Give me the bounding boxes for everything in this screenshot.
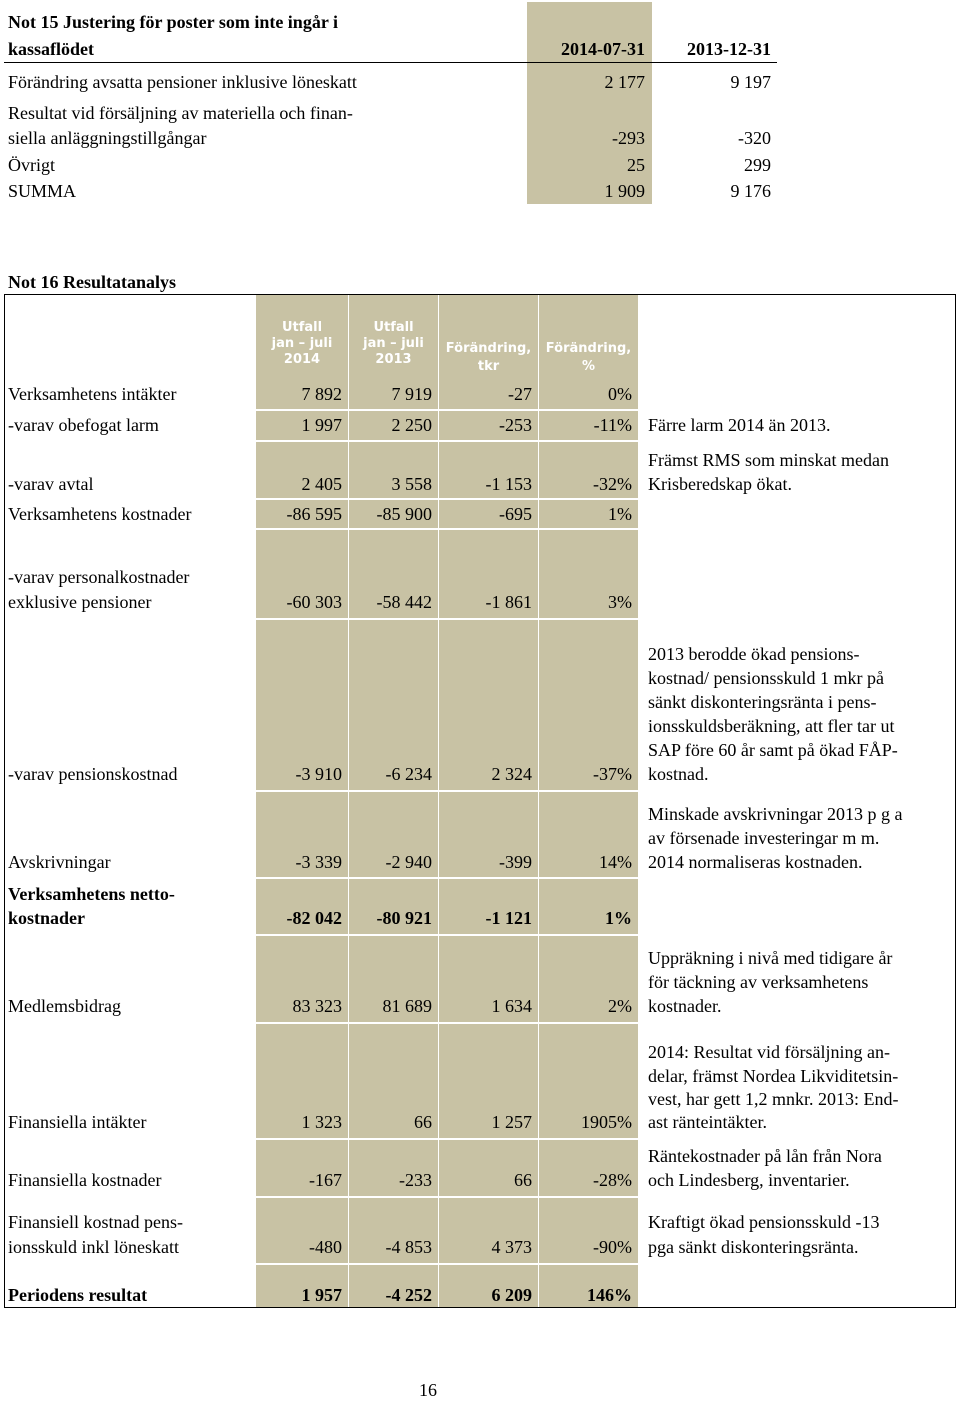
- note15-col1-header: 2014-07-31: [561, 39, 645, 59]
- row-comment: Främst RMS som minskat medan: [648, 450, 890, 470]
- row-label: -varav pensionskostnad: [8, 764, 178, 784]
- header-line: Förändring,: [445, 341, 532, 356]
- row-change-tkr: -253: [499, 415, 532, 435]
- note15-row-value1: 25: [627, 155, 645, 175]
- row-comment: Kraftigt ökad pensionsskuld -13: [648, 1212, 880, 1232]
- row-comment: av försenade investeringar m m.: [648, 828, 880, 848]
- note15-row-value2: 9 197: [730, 72, 771, 92]
- row-label: Verksamhetens kostnader: [8, 504, 192, 524]
- row-change-tkr: -27: [508, 384, 532, 404]
- note15-row-label: siella anläggningstillgångar: [8, 128, 207, 148]
- row-change-tkr: -1 121: [485, 908, 532, 928]
- row-label: ionsskuld inkl löneskatt: [8, 1237, 179, 1257]
- row-change-tkr: -399: [499, 852, 532, 872]
- row-change-tkr: 66: [514, 1170, 532, 1190]
- row-comment: pga sänkt diskonteringsränta.: [648, 1237, 859, 1257]
- row-utfall-2013: -2 940: [385, 852, 432, 872]
- note15-sum-label: SUMMA: [8, 181, 77, 201]
- row-comment: 2014: Resultat vid försäljning an-: [648, 1042, 890, 1062]
- row-comment: och Lindesberg, inventarier.: [648, 1170, 850, 1190]
- row-utfall-2013: -80 921: [376, 908, 432, 928]
- row-utfall-2014: -60 303: [286, 592, 342, 612]
- header-line: 2014: [283, 352, 321, 367]
- row-change-pct: 146%: [587, 1285, 632, 1305]
- row-utfall-2014: -86 595: [286, 504, 342, 524]
- row-utfall-2013: 66: [414, 1112, 432, 1132]
- row-change-pct: 0%: [608, 384, 632, 404]
- row-label: -varav personalkostnader: [8, 567, 190, 587]
- row-change-tkr: -695: [499, 504, 532, 524]
- row-change-pct: -28%: [593, 1170, 632, 1190]
- row-label: -varav obefogat larm: [8, 415, 159, 435]
- row-change-pct: 1905%: [581, 1112, 632, 1132]
- row-comment: 2013 berodde ökad pensions-: [648, 644, 860, 664]
- note16-title: Not 16 Resultatanalys: [8, 272, 177, 292]
- header-line: jan – juli: [271, 336, 333, 351]
- row-utfall-2014: -480: [309, 1237, 342, 1257]
- note15-row-value2: 299: [744, 155, 771, 175]
- row-comment: kostnad.: [648, 764, 709, 784]
- row-label: Periodens resultat: [8, 1285, 148, 1305]
- row-utfall-2013: -233: [399, 1170, 432, 1190]
- row-label: Finansiell kostnad pens-: [8, 1212, 183, 1232]
- row-change-tkr: 2 324: [491, 764, 532, 784]
- row-comment: sänkt diskonteringsränta i pens-: [648, 692, 877, 712]
- row-comment: kostnader.: [648, 996, 722, 1016]
- row-change-tkr: 4 373: [491, 1237, 532, 1257]
- header-line: Utfall: [281, 320, 323, 335]
- row-change-pct: 1%: [608, 504, 632, 524]
- row-change-tkr: -1 861: [485, 592, 532, 612]
- row-comment: SAP före 60 år samt på ökad FÅP-: [648, 740, 898, 760]
- row-utfall-2013: -4 853: [385, 1237, 432, 1257]
- row-comment: ionsskuldsberäkning, att fler tar ut: [648, 716, 895, 736]
- note15-col2-header: 2013-12-31: [687, 39, 771, 59]
- row-comment: Krisberedskap ökat.: [648, 474, 792, 494]
- row-utfall-2014: 7 892: [301, 384, 342, 404]
- row-utfall-2013: -6 234: [385, 764, 432, 784]
- row-change-tkr: -1 153: [485, 474, 532, 494]
- row-change-pct: 14%: [599, 852, 632, 872]
- row-change-pct: 3%: [608, 592, 632, 612]
- row-change-pct: 1%: [605, 908, 632, 928]
- row-change-tkr: 1 257: [491, 1112, 532, 1132]
- header-redovisning: Redovisning i tkr: [8, 356, 143, 372]
- note16-table-border: [4, 294, 956, 1308]
- row-utfall-2014: 1 323: [301, 1112, 342, 1132]
- note15-row-label: Övrigt: [8, 155, 55, 175]
- row-comment: Minskade avskrivningar 2013 p g a: [648, 804, 903, 824]
- row-utfall-2013: 3 558: [391, 474, 432, 494]
- row-change-pct: 2%: [608, 996, 632, 1016]
- row-comment: ast ränteintäkter.: [648, 1112, 767, 1132]
- row-change-pct: -90%: [593, 1237, 632, 1257]
- row-label: Finansiella kostnader: [8, 1170, 162, 1190]
- note15-sum-value1: 1 909: [604, 181, 645, 201]
- header-kommentar: Kommentar: [648, 357, 740, 373]
- row-utfall-2014: 2 405: [301, 474, 342, 494]
- note15-row-label: Resultat vid försäljning av materiella och finan-: [8, 103, 353, 123]
- row-utfall-2013: 81 689: [382, 996, 432, 1016]
- row-utfall-2013: -4 252: [385, 1285, 432, 1305]
- row-utfall-2013: 2 250: [391, 415, 432, 435]
- row-comment: Uppräkning i nivå med tidigare år: [648, 948, 893, 968]
- row-utfall-2013: 7 919: [391, 384, 432, 404]
- row-utfall-2014: 1 997: [301, 415, 342, 435]
- header-line: Utfall: [373, 320, 414, 335]
- header-line: tkr: [477, 359, 500, 374]
- row-comment: Räntekostnader på lån från Nora: [648, 1146, 882, 1166]
- row-comment: vest, har gett 1,2 mnkr. 2013: End-: [648, 1089, 899, 1109]
- row-utfall-2014: 1 957: [301, 1285, 342, 1305]
- note15-row-value1: -293: [612, 128, 645, 148]
- row-comment: kostnad/ pensionsskuld 1 mkr på: [648, 668, 884, 688]
- page-number: 16: [419, 1380, 437, 1400]
- row-utfall-2013: -85 900: [376, 504, 432, 524]
- row-comment: delar, främst Nordea Likviditetsin-: [648, 1066, 899, 1086]
- row-label: Finansiella intäkter: [8, 1112, 147, 1132]
- row-comment: för täckning av verksamhetens: [648, 972, 869, 992]
- header-line: jan – juli: [363, 336, 424, 351]
- row-utfall-2013: -58 442: [376, 592, 432, 612]
- row-utfall-2014: -3 339: [295, 852, 342, 872]
- row-utfall-2014: 83 323: [292, 996, 342, 1016]
- note15-row-value2: -320: [738, 128, 771, 148]
- row-change-pct: -11%: [593, 415, 632, 435]
- header-line: 2013: [375, 352, 412, 367]
- row-comment: Färre larm 2014 än 2013.: [648, 415, 831, 435]
- row-label: Verksamhetens netto-: [8, 884, 175, 904]
- header-line: %: [581, 359, 596, 374]
- note15-title-line2: kassaflödet: [8, 39, 95, 59]
- row-comment: 2014 normaliseras kostnaden.: [648, 852, 863, 872]
- note15-title-line1: Not 15 Justering för poster som inte ingår i: [8, 12, 338, 32]
- row-label: -varav avtal: [8, 474, 94, 494]
- row-change-pct: -37%: [593, 764, 632, 784]
- row-label: kostnader: [8, 908, 86, 928]
- row-label: Avskrivningar: [8, 852, 111, 872]
- row-change-pct: -32%: [593, 474, 632, 494]
- note15-sum-value2: 9 176: [730, 181, 771, 201]
- row-label: Medlemsbidrag: [8, 996, 121, 1016]
- row-label: Verksamhetens intäkter: [8, 384, 177, 404]
- note15-row-value1: 2 177: [604, 72, 645, 92]
- row-utfall-2014: -3 910: [295, 764, 342, 784]
- row-utfall-2014: -82 042: [286, 908, 342, 928]
- note15-header-rule: [4, 62, 777, 63]
- row-change-tkr: 6 209: [491, 1285, 532, 1305]
- row-change-tkr: 1 634: [491, 996, 532, 1016]
- row-utfall-2014: -167: [309, 1170, 342, 1190]
- row-label: exklusive pensioner: [8, 592, 152, 612]
- note15-row-label: Förändring avsatta pensioner inklusive löneskatt: [8, 72, 357, 92]
- header-line: Förändring,: [545, 341, 632, 356]
